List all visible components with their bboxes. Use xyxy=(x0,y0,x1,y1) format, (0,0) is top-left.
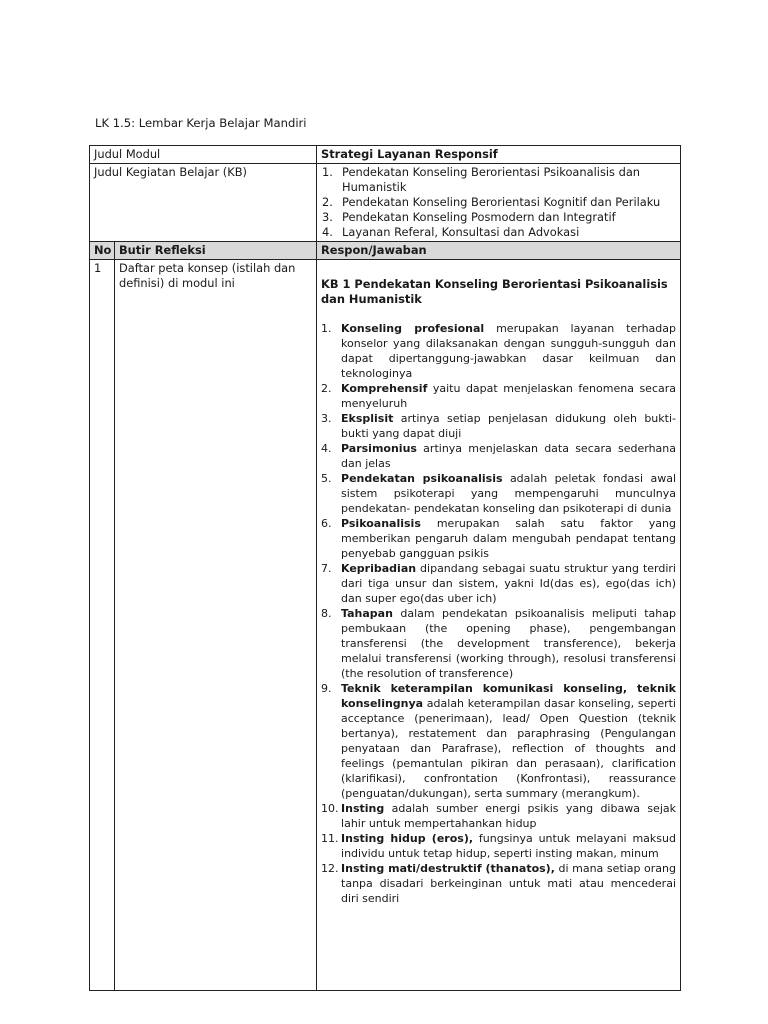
kb-item xyxy=(321,210,676,225)
concept-item xyxy=(321,561,676,606)
table-header-row xyxy=(90,242,681,260)
judul-kb-list-cell xyxy=(317,164,681,242)
judul-kb-row xyxy=(90,164,681,242)
concept-item xyxy=(321,411,676,441)
concept-definition: di mana setiap orang tanpa disadari berkeinginan untuk mati atau mencederai diri sendiri xyxy=(341,862,676,905)
header-no: No xyxy=(90,242,115,260)
concept-item xyxy=(321,381,676,411)
concept-term: Tahapan xyxy=(341,607,393,620)
row-respon xyxy=(317,260,681,991)
concept-item xyxy=(321,441,676,471)
concept-definition: adalah keterampilan dasar konseling, seperti acceptance (penerimaan), lead/ Open Question (teknik bertanya), restatement dan paraphrasing (Pengulangan penyataan dan Parafrase), reflection of thoughts and feelings (pemantulan pikiran dan perasaan), clarification (klarifikasi), confrontation (Konfrontasi), reassurance (penguatan/dukungan), serta summary (merangkum). xyxy=(341,697,676,800)
concept-definition: fungsinya untuk melayani maksud individu untuk tetap hidup, seperti insting makan, minum xyxy=(341,832,676,860)
concept-item xyxy=(321,831,676,861)
concept-term: Parsimonius xyxy=(341,442,417,455)
kb-item-number: 3. xyxy=(322,210,333,224)
judul-modul-row xyxy=(90,146,681,164)
concept-definition: artinya menjelaskan data secara sederhana dan jelas xyxy=(341,442,676,470)
concept-number: 7. xyxy=(321,562,332,575)
kb-item xyxy=(321,165,676,195)
concept-number: 6. xyxy=(321,517,332,530)
concept-item xyxy=(321,606,676,681)
concept-definition: artinya setiap penjelasan didukung oleh bukti-bukti yang dapat diuji xyxy=(341,412,676,440)
concept-item xyxy=(321,321,676,381)
concept-term: Konseling profesional xyxy=(341,322,485,335)
kb-item xyxy=(321,195,676,210)
kb-item-text: Pendekatan Konseling Berorientasi Kognitif dan Perilaku xyxy=(342,195,661,209)
concept-list xyxy=(321,321,676,906)
concept-term: Eksplisit xyxy=(341,412,394,425)
concept-number: 11. xyxy=(321,832,339,845)
concept-term: Insting hidup (eros), xyxy=(341,832,474,845)
concept-definition: adalah sumber energi psikis yang dibawa sejak lahir untuk mempertahankan hidup xyxy=(341,802,676,830)
concept-number: 9. xyxy=(321,682,332,695)
kb-item-text: Layanan Referal, Konsultasi dan Advokasi xyxy=(342,225,580,239)
concept-term: Pendekatan psikoanalisis xyxy=(341,472,503,485)
concept-number: 8. xyxy=(321,607,332,620)
judul-kb-label: Judul Kegiatan Belajar (KB) xyxy=(90,164,317,242)
judul-modul-value: Strategi Layanan Responsif xyxy=(317,146,681,164)
worksheet-title: LK 1.5: Lembar Kerja Belajar Mandiri xyxy=(95,116,307,130)
concept-definition: merupakan salah satu faktor yang memberikan pengaruh dalam mengubah pendapat tentang penyebab gangguan psikis xyxy=(341,517,676,560)
concept-term: Insting xyxy=(341,802,385,815)
concept-number: 1. xyxy=(321,322,332,335)
kb-list xyxy=(321,165,676,240)
concept-item xyxy=(321,516,676,561)
concept-item xyxy=(321,681,676,801)
concept-term: Teknik keterampilan komunikasi konseling, teknik konselingnya xyxy=(341,682,676,710)
concept-number: 5. xyxy=(321,472,332,485)
row-number: 1 xyxy=(90,260,115,991)
concept-number: 3. xyxy=(321,412,332,425)
concept-definition: dipandang sebagai suatu struktur yang terdiri dari tiga unsur dan sistem, yakni Id(das es), ego(das ich) dan super ego(das uber ich) xyxy=(341,562,676,605)
concept-definition: merupakan layanan terhadap konselor yang dilaksanakan dengan sungguh-sungguh dan dapat dipertanggung-jawabkan dasar keilmuan dan teknologinya xyxy=(341,322,676,380)
row-butir: Daftar peta konsep (istilah dan definisi) di modul ini xyxy=(115,260,317,991)
concept-item xyxy=(321,861,676,906)
concept-number: 12. xyxy=(321,862,339,875)
reflection-table xyxy=(89,145,681,991)
table-row xyxy=(90,260,681,991)
concept-term: Psikoanalisis xyxy=(341,517,421,530)
concept-number: 2. xyxy=(321,382,332,395)
judul-modul-label: Judul Modul xyxy=(90,146,317,164)
concept-item xyxy=(321,471,676,516)
kb-item-number: 2. xyxy=(322,195,333,209)
concept-definition: dalam pendekatan psikoanalisis meliputi tahap pembukaan (the opening phase), pengembangan transferensi (the development transference), bekerja melalui transferensi (working through), resolusi transferensi (the resolution of transference) xyxy=(341,607,676,680)
header-respon: Respon/Jawaban xyxy=(317,242,681,260)
concept-number: 10. xyxy=(321,802,339,815)
kb-item-number: 4. xyxy=(322,225,333,239)
concept-item xyxy=(321,801,676,831)
concept-term: Komprehensif xyxy=(341,382,428,395)
kb-item-number: 1. xyxy=(322,165,333,179)
kb-item-text: Pendekatan Konseling Posmodern dan Integratif xyxy=(342,210,616,224)
kb-item-text: Pendekatan Konseling Berorientasi Psikoanalisis dan Humanistik xyxy=(342,165,641,194)
header-butir: Butir Refleksi xyxy=(115,242,317,260)
concept-definition: yaitu dapat menjelaskan fenomena secara menyeluruh xyxy=(341,382,676,410)
concept-term: Kepribadian xyxy=(341,562,417,575)
concept-term: Insting mati/destruktif (thanatos), xyxy=(341,862,555,875)
kb-item xyxy=(321,225,676,240)
concept-definition: adalah peletak fondasi awal sistem psikoterapi yang mempengaruhi munculnya pendekatan- pendekatan konseling dan psikoterapi di dunia xyxy=(341,472,676,515)
kb-heading: KB 1 Pendekatan Konseling Berorientasi Psikoanalisis dan Humanistik xyxy=(321,277,668,306)
concept-number: 4. xyxy=(321,442,332,455)
